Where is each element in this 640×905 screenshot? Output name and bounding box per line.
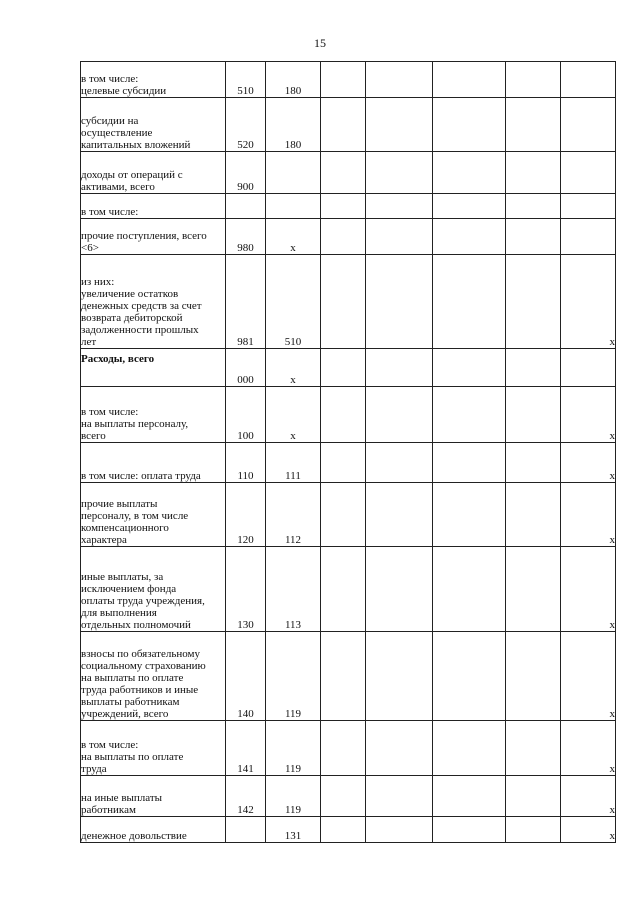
row-code: [226, 194, 266, 219]
table-row: [81, 443, 616, 483]
empty-cell: [506, 547, 561, 632]
row-label-text: иные выплаты, за исключением фонда оплаты труда учреждения, для выполнения отдельных полномочий: [81, 571, 205, 631]
empty-cell: [366, 776, 433, 817]
empty-cell: [321, 547, 366, 632]
row-label: [81, 98, 226, 152]
empty-cell: [506, 152, 561, 194]
row-last-value: x: [561, 721, 616, 776]
table-row: [81, 387, 616, 443]
row-kbk-code: 112: [266, 483, 321, 547]
empty-cell: [506, 387, 561, 443]
row-code: 100: [226, 387, 266, 443]
empty-cell: [321, 443, 366, 483]
row-last-value: [561, 152, 616, 194]
row-label: [81, 443, 226, 483]
empty-cell: [366, 632, 433, 721]
empty-cell: [366, 255, 433, 349]
empty-cell: [506, 483, 561, 547]
row-last-value: x: [561, 387, 616, 443]
row-kbk-code: x: [266, 219, 321, 255]
row-code: 141: [226, 721, 266, 776]
table-row: [81, 98, 616, 152]
row-kbk-code: x: [266, 387, 321, 443]
empty-cell: [366, 817, 433, 843]
empty-cell: [321, 632, 366, 721]
empty-cell: [506, 776, 561, 817]
row-last-value: [561, 194, 616, 219]
row-label: [81, 817, 226, 843]
row-last-value: x: [561, 547, 616, 632]
row-kbk-code: 131: [266, 817, 321, 843]
row-code: 142: [226, 776, 266, 817]
row-label: [81, 349, 226, 387]
empty-cell: [321, 98, 366, 152]
empty-cell: [506, 349, 561, 387]
row-kbk-code: x: [266, 349, 321, 387]
empty-cell: [433, 62, 506, 98]
row-last-value: [561, 98, 616, 152]
empty-cell: [366, 547, 433, 632]
empty-cell: [506, 255, 561, 349]
empty-cell: [506, 219, 561, 255]
row-label-text: в том числе: на выплаты по оплате труда: [81, 739, 184, 775]
row-code: 981: [226, 255, 266, 349]
row-kbk-code: 111: [266, 443, 321, 483]
empty-cell: [506, 62, 561, 98]
empty-cell: [506, 98, 561, 152]
empty-cell: [366, 443, 433, 483]
row-label-text: на иные выплаты работникам: [81, 792, 163, 816]
empty-cell: [366, 219, 433, 255]
row-label-text: доходы от операций с активами, всего: [81, 169, 183, 193]
row-last-value: [561, 349, 616, 387]
empty-cell: [321, 62, 366, 98]
empty-cell: [366, 98, 433, 152]
row-kbk-code: 180: [266, 98, 321, 152]
empty-cell: [433, 219, 506, 255]
row-last-value: x: [561, 776, 616, 817]
row-label: [81, 483, 226, 547]
row-label-text: в том числе:: [81, 206, 139, 218]
empty-cell: [433, 194, 506, 219]
table-row: [81, 483, 616, 547]
row-label-text: в том числе: целевые субсидии: [81, 73, 167, 97]
row-label-text: прочие поступления, всего <6>: [81, 230, 207, 254]
empty-cell: [366, 483, 433, 547]
empty-cell: [433, 632, 506, 721]
empty-cell: [433, 152, 506, 194]
empty-cell: [433, 387, 506, 443]
row-last-value: x: [561, 443, 616, 483]
empty-cell: [321, 776, 366, 817]
row-label: [81, 194, 226, 219]
row-kbk-code: 113: [266, 547, 321, 632]
empty-cell: [433, 255, 506, 349]
table-row: [81, 255, 616, 349]
row-label-text: в том числе: оплата труда: [81, 470, 201, 482]
empty-cell: [321, 255, 366, 349]
row-kbk-code: [266, 194, 321, 219]
row-label: [81, 62, 226, 98]
empty-cell: [506, 194, 561, 219]
table-row: [81, 632, 616, 721]
empty-cell: [366, 152, 433, 194]
table-row: [81, 547, 616, 632]
empty-cell: [366, 62, 433, 98]
row-code: [226, 817, 266, 843]
row-label: [81, 721, 226, 776]
empty-cell: [433, 547, 506, 632]
row-label: [81, 632, 226, 721]
row-last-value: x: [561, 817, 616, 843]
empty-cell: [506, 443, 561, 483]
empty-cell: [321, 219, 366, 255]
empty-cell: [321, 721, 366, 776]
table-row: [81, 776, 616, 817]
empty-cell: [506, 817, 561, 843]
row-kbk-code: 119: [266, 632, 321, 721]
empty-cell: [433, 817, 506, 843]
empty-cell: [321, 817, 366, 843]
table-row: [81, 349, 616, 387]
empty-cell: [321, 349, 366, 387]
row-code: 980: [226, 219, 266, 255]
table-row: [81, 62, 616, 98]
table-row: [81, 194, 616, 219]
row-last-value: x: [561, 632, 616, 721]
empty-cell: [321, 194, 366, 219]
empty-cell: [433, 721, 506, 776]
row-kbk-code: 180: [266, 62, 321, 98]
row-kbk-code: 119: [266, 721, 321, 776]
row-label-text: субсидии на осуществление капитальных вложений: [81, 115, 191, 151]
empty-cell: [321, 152, 366, 194]
row-code: 120: [226, 483, 266, 547]
row-label-text: Расходы, всего: [81, 353, 155, 365]
table-row: [81, 817, 616, 843]
row-last-value: [561, 219, 616, 255]
row-code: 140: [226, 632, 266, 721]
page-number: 15: [314, 36, 326, 50]
row-label-text: прочие выплаты персоналу, в том числе компенсационного характера: [81, 498, 189, 546]
empty-cell: [321, 387, 366, 443]
empty-cell: [366, 349, 433, 387]
row-label: [81, 776, 226, 817]
row-kbk-code: 510: [266, 255, 321, 349]
empty-cell: [433, 349, 506, 387]
row-label: [81, 255, 226, 349]
row-last-value: [561, 62, 616, 98]
row-label: [81, 547, 226, 632]
row-label-text: денежное довольствие: [81, 830, 187, 842]
row-last-value: x: [561, 483, 616, 547]
table-row: [81, 152, 616, 194]
table-row: [81, 219, 616, 255]
row-last-value: x: [561, 255, 616, 349]
row-code: 110: [226, 443, 266, 483]
empty-cell: [321, 483, 366, 547]
empty-cell: [506, 721, 561, 776]
row-label-text: взносы по обязательному социальному страхованию на выплаты по оплате труда работников и иные выплаты работникам учреждений, всего: [81, 648, 206, 720]
empty-cell: [433, 776, 506, 817]
empty-cell: [433, 483, 506, 547]
empty-cell: [433, 98, 506, 152]
empty-cell: [366, 194, 433, 219]
row-kbk-code: 119: [266, 776, 321, 817]
row-label: [81, 219, 226, 255]
financial-plan-table: [80, 61, 616, 843]
row-code: 520: [226, 98, 266, 152]
table-row: [81, 721, 616, 776]
empty-cell: [366, 387, 433, 443]
empty-cell: [366, 721, 433, 776]
row-code: 900: [226, 152, 266, 194]
row-label: [81, 152, 226, 194]
row-code: 000: [226, 349, 266, 387]
row-label-text: в том числе: на выплаты персоналу, всего: [81, 406, 189, 442]
row-label-text: из них: увеличение остатков денежных средств за счет возврата дебиторской задолженности прошлых лет: [81, 276, 202, 348]
row-code: 130: [226, 547, 266, 632]
row-kbk-code: [266, 152, 321, 194]
empty-cell: [433, 443, 506, 483]
row-label: [81, 387, 226, 443]
row-code: 510: [226, 62, 266, 98]
empty-cell: [506, 632, 561, 721]
